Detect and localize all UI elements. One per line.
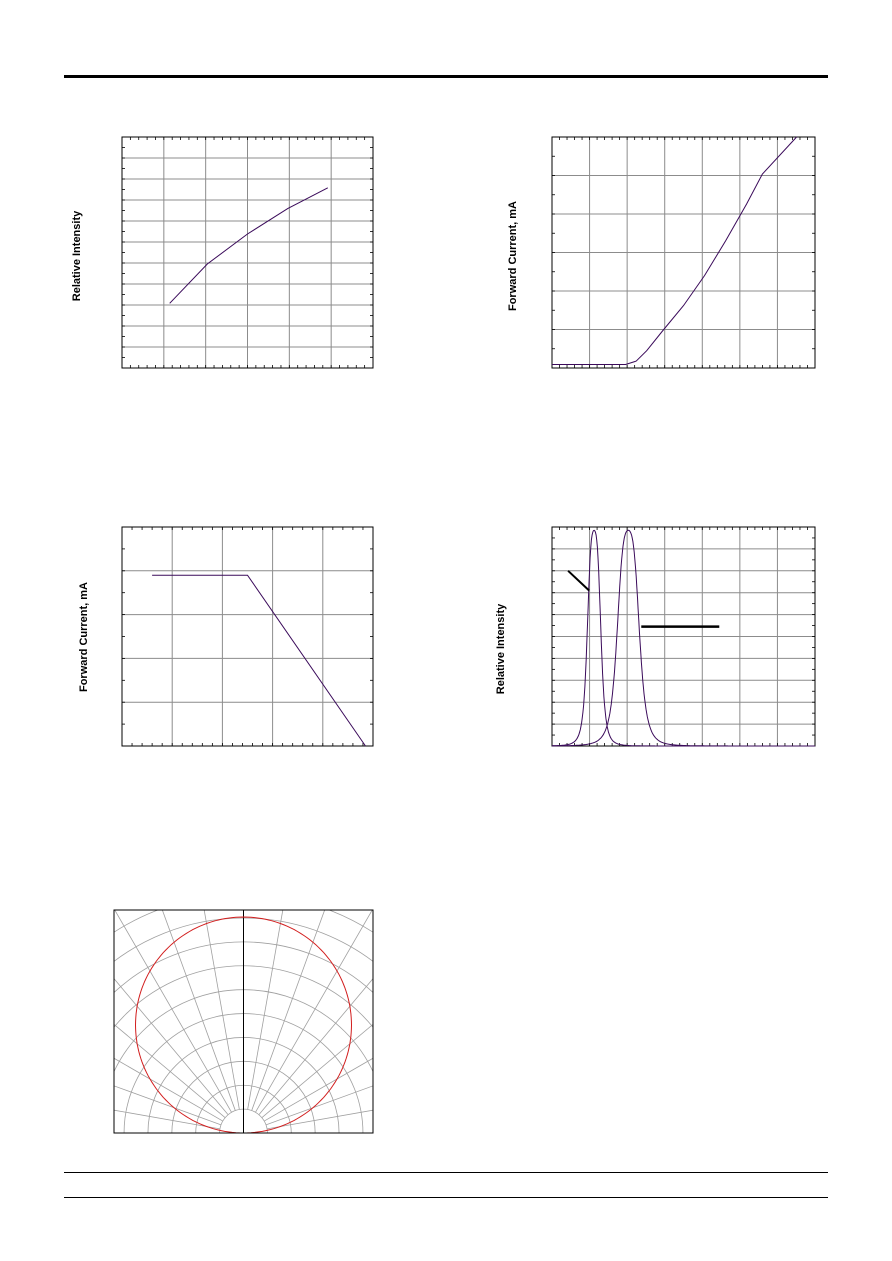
polar-spoke xyxy=(252,853,346,1110)
chart4-ylabel: Relative Intensity xyxy=(495,603,507,695)
footer-rule-top xyxy=(64,1172,828,1173)
polar-spoke xyxy=(262,942,472,1118)
polar-spoke xyxy=(192,840,240,1110)
spectrum-peak-0 xyxy=(552,530,815,746)
polar-spoke xyxy=(264,984,501,1121)
polar-spoke xyxy=(266,1031,523,1125)
chart3-ylabel: Forward Current, mA xyxy=(78,581,90,693)
polar-spoke xyxy=(52,905,228,1115)
series-line-0 xyxy=(152,575,365,746)
polar-spoke xyxy=(0,984,223,1121)
radiation-diagram xyxy=(114,910,373,1133)
footer-rule-bottom xyxy=(64,1197,828,1198)
header-rule xyxy=(64,75,828,78)
series-line-0 xyxy=(552,137,797,365)
polar-spoke xyxy=(259,905,435,1115)
polar-spoke xyxy=(0,1031,221,1125)
series-line-0 xyxy=(170,188,328,303)
spectral-chart xyxy=(552,527,815,746)
polar-ring xyxy=(0,870,506,1261)
chart1-ylabel: Relative Intensity xyxy=(71,210,83,302)
polar-spoke xyxy=(248,840,296,1110)
intensity-vs-current-chart xyxy=(122,137,373,368)
chart2-ylabel: Forward Current, mA xyxy=(507,200,519,312)
polar-spoke xyxy=(15,942,225,1118)
spectrum-peak-1 xyxy=(552,530,815,746)
derating-chart xyxy=(122,527,373,746)
peak-pointer-left xyxy=(568,571,589,591)
plot-frame xyxy=(122,527,373,746)
polar-spoke xyxy=(142,853,236,1110)
polar-grid xyxy=(0,822,554,1261)
polar-spoke xyxy=(267,1081,537,1129)
current-vs-voltage-chart xyxy=(552,137,815,368)
polar-ring xyxy=(0,846,530,1261)
